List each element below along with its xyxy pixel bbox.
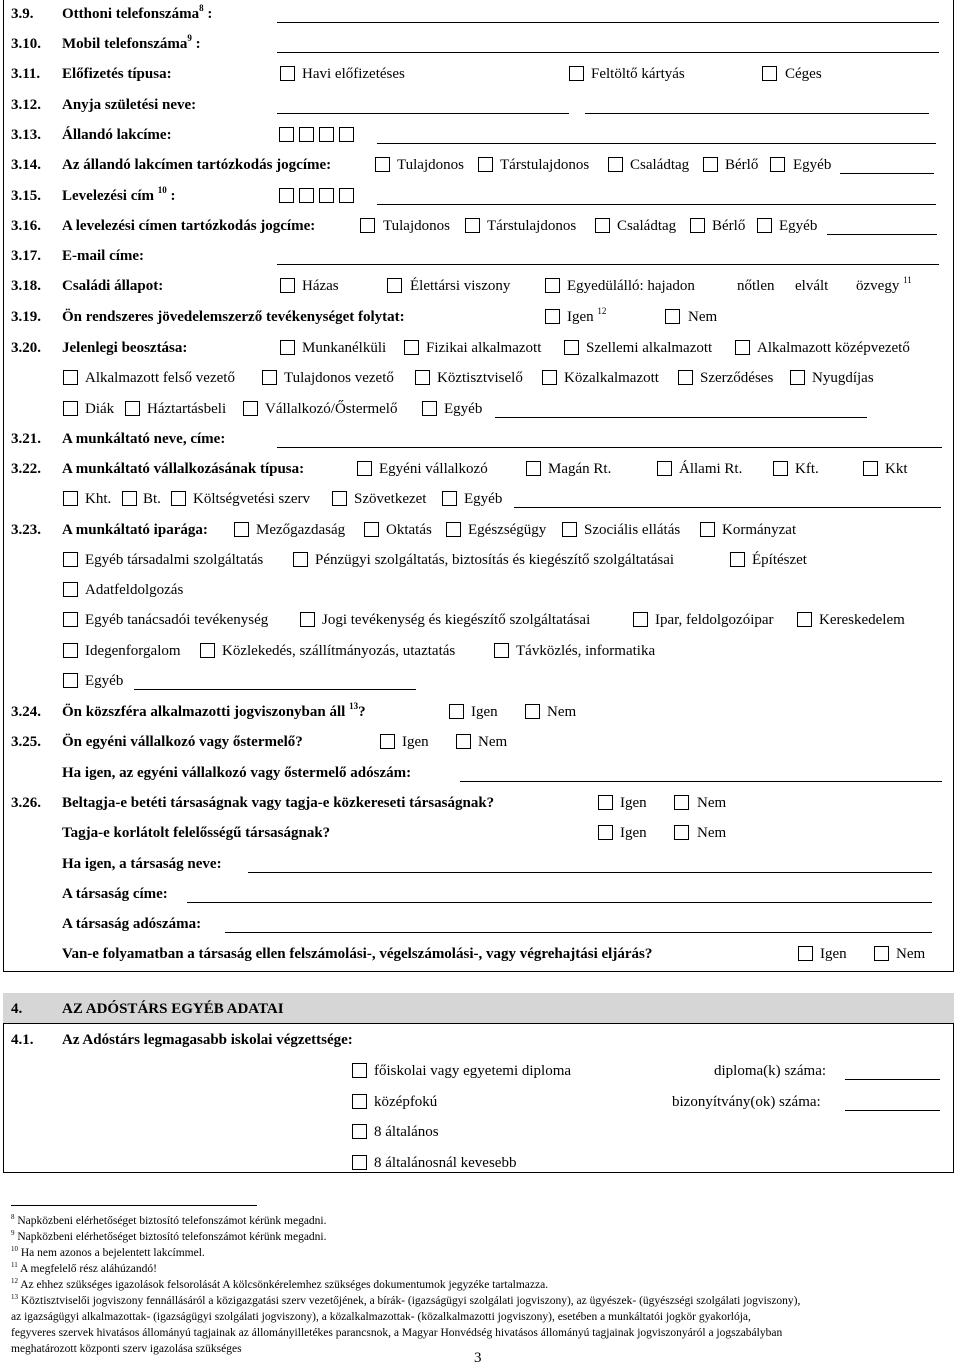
company-address-field[interactable]	[187, 902, 932, 903]
option-label: Egyéb	[85, 673, 124, 689]
checkbox-tenant[interactable]	[690, 218, 705, 233]
checkbox-kht[interactable]	[63, 491, 78, 506]
option-label: Nem	[697, 825, 727, 841]
position-label: Jelenlegi beosztása:	[62, 340, 188, 356]
row-employer-type	[0, 458, 960, 480]
checkbox-no[interactable]	[665, 309, 680, 324]
row-liquidation	[0, 943, 960, 965]
checkbox-industry[interactable]	[633, 612, 648, 627]
other-field[interactable]	[840, 173, 934, 174]
row-number: 3.11.	[11, 66, 41, 82]
option-label: Fizikai alkalmazott	[426, 340, 542, 356]
checkbox-manual-worker[interactable]	[404, 340, 419, 355]
footnote-continuation: fegyveres szervek hivatásos állományú tagjainak az állományilletékes parancsnok, a Magyar Honvédség hivatásos állományú tagjainak jogviszonyáról a jogszabályban	[11, 1327, 783, 1339]
checkbox-consulting[interactable]	[63, 612, 78, 627]
option-label: Egyéb tanácsadói tevékenység	[85, 612, 269, 628]
checkbox-tenant[interactable]	[703, 157, 718, 172]
option-label: Nyugdíjas	[812, 370, 874, 386]
option-label: Kereskedelem	[819, 612, 905, 628]
other-field[interactable]	[134, 689, 416, 690]
option-label: Nem	[896, 946, 926, 962]
option-label: Közalkalmazott	[564, 370, 659, 386]
option-label: Kht.	[85, 491, 112, 507]
footnote: $^{11}$ A megfelelő rész aláhúzandó!	[11, 1261, 157, 1275]
row-email	[0, 245, 960, 267]
checkbox-no[interactable]	[525, 704, 540, 719]
row-number: 3.24.	[11, 704, 41, 720]
zip-box[interactable]	[319, 188, 334, 203]
row-number: 3.15.	[11, 188, 41, 204]
zip-box[interactable]	[339, 188, 354, 203]
employer-name-label: A munkáltató neve, címe:	[62, 431, 226, 447]
option-label: Alkalmazott középvezető	[757, 340, 910, 356]
option-label: Oktatás	[386, 522, 432, 538]
option-label: Igen	[620, 825, 647, 841]
zip-box[interactable]	[339, 127, 354, 142]
diploma-number-field[interactable]	[845, 1079, 940, 1080]
option-label: Szerződéses	[700, 370, 774, 386]
section-number: 4.	[11, 1001, 23, 1017]
partnership-member-label: Beltagja-e betéti társaságnak vagy tagja-e közkereseti társaságnak?	[62, 795, 495, 811]
checkbox-social-care[interactable]	[562, 522, 577, 537]
row-employer-name	[0, 428, 960, 450]
option-label: Idegenforgalom	[85, 643, 181, 659]
row-tax-number	[0, 762, 960, 784]
checkbox-pensioner[interactable]	[790, 370, 805, 385]
option-label: Nem	[697, 795, 727, 811]
row-mailing-residence-title	[0, 215, 960, 237]
checkbox-other[interactable]	[770, 157, 785, 172]
option-label: Adatfeldolgozás	[85, 582, 184, 598]
checkbox-no[interactable]	[874, 946, 889, 961]
row-education-primary	[0, 1121, 960, 1143]
option-label: Tulajdonos vezető	[284, 370, 394, 386]
permanent-address-label: Állandó lakcíme:	[62, 127, 172, 143]
row-number: 3.16.	[11, 218, 41, 234]
option-label: Igen	[820, 946, 847, 962]
education-label: Az Adóstárs legmagasabb iskolai végzettsége:	[62, 1032, 353, 1048]
row-education	[0, 1029, 960, 1051]
option-label: Élettársi viszony	[410, 278, 511, 294]
industry-label: A munkáltató iparága:	[62, 522, 208, 538]
checkbox-sole-proprietor[interactable]	[357, 461, 372, 476]
checkbox-budget-org[interactable]	[171, 491, 186, 506]
row-number: 3.20.	[11, 340, 41, 356]
checkbox-yes[interactable]	[598, 825, 613, 840]
row-industry-5	[0, 640, 960, 662]
section-4-title-row	[0, 998, 960, 1020]
row-number: 3.17.	[11, 248, 41, 264]
checkbox-bt[interactable]	[122, 491, 137, 506]
option-label: Egyéb	[464, 491, 503, 507]
option-label: Háztartásbeli	[147, 401, 227, 417]
checkbox-secondary[interactable]	[352, 1094, 367, 1109]
option-label: Kormányzat	[722, 522, 797, 538]
option-label: Igen $^{12}$	[567, 306, 607, 325]
checkbox-private-company[interactable]	[526, 461, 541, 476]
row-industry-2	[0, 549, 960, 571]
checkbox-yes[interactable]	[449, 704, 464, 719]
option-label: Igen	[620, 795, 647, 811]
option-label: özvegy $^{11}$	[856, 275, 912, 294]
option-label: Vállalkozó/Őstermelő	[265, 401, 398, 417]
row-number: 4.1.	[11, 1032, 34, 1048]
residence-title-label: Az állandó lakcímen tartózkodás jogcíme:	[62, 157, 332, 173]
footnote: $^{12}$ Az ehhez szükséges igazolások felsorolását A kölcsönkérelemhez szükséges dokumentumok jegyzéke tartalmazza.	[11, 1277, 549, 1291]
row-position	[0, 337, 960, 359]
checkbox-education[interactable]	[364, 522, 379, 537]
option-label: Egészségügy	[468, 522, 547, 538]
option-label: Közlekedés, szállítmányozás, utaztatás	[222, 643, 456, 659]
option-label: Építészet	[752, 552, 807, 568]
checkbox-owner-manager[interactable]	[262, 370, 277, 385]
checkbox-contractual[interactable]	[678, 370, 693, 385]
certificate-number-field[interactable]	[845, 1110, 940, 1111]
company-name-field[interactable]	[248, 872, 932, 873]
option-label: középfokú	[374, 1094, 438, 1110]
row-position-3	[0, 398, 960, 420]
option-label: Jogi tevékenység és kiegészítő szolgáltatásai	[322, 612, 591, 628]
option-label: Szociális ellátás	[584, 522, 681, 538]
mobile-phone-label: Mobil telefonszáma$^9$ :	[62, 33, 201, 52]
option-label: Alkalmazott felső vezető	[85, 370, 235, 386]
mother-name-field-1[interactable]	[277, 113, 569, 114]
public-sector-label: Ön közszféra alkalmazotti jogviszonyban áll $^{13}$?	[62, 701, 366, 720]
other-field[interactable]	[495, 417, 867, 418]
option-label: Egyéb	[779, 218, 818, 234]
checkbox-legal[interactable]	[300, 612, 315, 627]
option-label: Kkt	[885, 461, 908, 477]
option-label: Szövetkezet	[354, 491, 427, 507]
row-permanent-residence-title	[0, 154, 960, 176]
regular-income-label: Ön rendszeres jövedelemszerző tevékenységet folytat:	[62, 309, 405, 325]
tax-number-field[interactable]	[460, 781, 942, 782]
section-title: AZ ADÓSTÁRS EGYÉB ADATAI	[62, 1001, 284, 1017]
checkbox-homemaker[interactable]	[125, 401, 140, 416]
option-label: Feltöltő kártyás	[591, 66, 685, 82]
row-number: 3.14.	[11, 157, 41, 173]
row-education-less-than-primary	[0, 1152, 960, 1174]
other-field[interactable]	[827, 234, 937, 235]
option-label: Egyéb társadalmi szolgáltatás	[85, 552, 264, 568]
checkbox-financial-service[interactable]	[293, 552, 308, 567]
llc-member-label: Tagja-e korlátolt felelősségű társaságnak?	[62, 825, 331, 841]
row-number: 3.19.	[11, 309, 41, 325]
checkbox-business[interactable]	[762, 66, 777, 81]
option-label: Tulajdonos	[383, 218, 450, 234]
checkbox-yes[interactable]	[545, 309, 560, 324]
row-home-phone	[0, 3, 960, 25]
row-permanent-address	[0, 124, 960, 146]
option-label: Kft.	[795, 461, 819, 477]
option-label: Igen	[402, 734, 429, 750]
checkbox-monthly[interactable]	[280, 66, 295, 81]
checkbox-student[interactable]	[63, 401, 78, 416]
option-label: Társtulajdonos	[487, 218, 577, 234]
other-field[interactable]	[514, 507, 941, 508]
option-label: Bérlő	[725, 157, 759, 173]
page-number: 3	[474, 1350, 482, 1366]
employer-name-field[interactable]	[277, 447, 942, 448]
certificate-number-label: bizonyítvány(ok) száma:	[672, 1094, 821, 1110]
row-number: 3.25.	[11, 734, 41, 750]
company-address-label: A társaság címe:	[62, 886, 168, 902]
row-mobile-phone	[0, 33, 960, 55]
checkbox-transport[interactable]	[200, 643, 215, 658]
mobile-phone-field[interactable]	[277, 52, 939, 53]
checkbox-no[interactable]	[674, 795, 689, 810]
option-label: 8 általános	[374, 1124, 439, 1140]
option-label: Egyéb	[444, 401, 483, 417]
row-industry-3	[0, 579, 960, 601]
checkbox-other[interactable]	[757, 218, 772, 233]
checkbox-yes[interactable]	[798, 946, 813, 961]
checkbox-family-member[interactable]	[608, 157, 623, 172]
option-label: Magán Rt.	[548, 461, 612, 477]
checkbox-commerce[interactable]	[797, 612, 812, 627]
row-public-sector	[0, 701, 960, 723]
option-label: Tulajdonos	[397, 157, 464, 173]
checkbox-data-processing[interactable]	[63, 582, 78, 597]
diploma-number-label: diploma(k) száma:	[714, 1063, 827, 1079]
row-sole-trader	[0, 731, 960, 753]
row-position-2	[0, 367, 960, 389]
checkbox-unemployed[interactable]	[280, 340, 295, 355]
checkbox-other[interactable]	[63, 673, 78, 688]
option-label: Szellemi alkalmazott	[586, 340, 713, 356]
permanent-address-field[interactable]	[377, 143, 936, 144]
row-subscription-type	[0, 63, 960, 85]
checkbox-married[interactable]	[280, 278, 295, 293]
option-label: 8 általánosnál kevesebb	[374, 1155, 517, 1171]
checkbox-white-collar[interactable]	[564, 340, 579, 355]
mailing-address-field[interactable]	[377, 204, 936, 205]
option-label: Távközlés, informatika	[516, 643, 656, 659]
row-industry	[0, 519, 960, 541]
checkbox-single[interactable]	[545, 278, 560, 293]
checkbox-degree[interactable]	[352, 1063, 367, 1078]
footnote: $^8$ Napközbeni elérhetőséget biztosító telefonszámot kérünk megadni.	[11, 1213, 327, 1227]
checkbox-partnership[interactable]	[387, 278, 402, 293]
option-label: Köztisztviselő	[437, 370, 523, 386]
option-label: főiskolai vagy egyetemi diploma	[374, 1063, 572, 1079]
zip-box[interactable]	[279, 127, 294, 142]
checkbox-other[interactable]	[422, 401, 437, 416]
mother-name-field-2[interactable]	[585, 113, 929, 114]
home-phone-field[interactable]	[277, 22, 939, 23]
footnote-continuation: meghatározott központi szerv igazolása szükséges	[11, 1343, 242, 1355]
row-number: 3.12.	[11, 97, 41, 113]
footnote: $^{10}$ Ha nem azonos a bejelentett lakcímmel.	[11, 1245, 205, 1259]
row-employer-type-2	[0, 488, 960, 510]
footnote-separator	[11, 1205, 257, 1206]
checkbox-other-social-service[interactable]	[63, 552, 78, 567]
checkbox-cooperative[interactable]	[332, 491, 347, 506]
row-industry-4	[0, 609, 960, 631]
company-tax-number-label: A társaság adószáma:	[62, 916, 202, 932]
row-number: 3.26.	[11, 795, 41, 811]
sole-trader-label: Ön egyéni vállalkozó vagy őstermelő?	[62, 734, 303, 750]
checkbox-coowner[interactable]	[465, 218, 480, 233]
option-label: Havi előfizetéses	[302, 66, 405, 82]
option-label: Nem	[478, 734, 508, 750]
checkbox-no[interactable]	[456, 734, 471, 749]
email-label: E-mail címe:	[62, 248, 145, 264]
checkbox-public-employee[interactable]	[542, 370, 557, 385]
zip-box[interactable]	[279, 188, 294, 203]
option-label: Egyedülálló: hajadon	[567, 278, 695, 294]
option-label: Bérlő	[712, 218, 746, 234]
row-number: 3.22.	[11, 461, 41, 477]
checkbox-other[interactable]	[442, 491, 457, 506]
marital-status-label: Családi állapot:	[62, 278, 164, 294]
row-company-address	[0, 883, 960, 905]
checkbox-coowner[interactable]	[478, 157, 493, 172]
row-marital-status	[0, 275, 960, 297]
option-label: Munkanélküli	[302, 340, 387, 356]
option-label: Bt.	[143, 491, 161, 507]
checkbox-healthcare[interactable]	[446, 522, 461, 537]
option-label: Egyéb	[793, 157, 832, 173]
row-number: 3.13.	[11, 127, 41, 143]
row-company-name	[0, 853, 960, 875]
row-number: 3.9.	[11, 6, 34, 22]
checkbox-middle-manager[interactable]	[735, 340, 750, 355]
option-label: Igen	[471, 704, 498, 720]
checkbox-yes[interactable]	[598, 795, 613, 810]
footnote-continuation: az igazságügyi alkalmazottak- (igazságügyi szolgálati jogviszony), a közalkalmazottak- (közalkalmazotti jogviszony), esetében a munkáltatói jogkör gyakorlója,	[11, 1311, 751, 1323]
checkbox-tourism[interactable]	[63, 643, 78, 658]
employer-type-label: A munkáltató vállalkozásának típusa:	[62, 461, 305, 477]
option-label: elvált	[795, 278, 829, 294]
mailing-address-label: Levelezési cím $^{10}$ :	[62, 185, 176, 204]
zip-box[interactable]	[299, 188, 314, 203]
zip-box[interactable]	[299, 127, 314, 142]
row-llc-member	[0, 822, 960, 844]
checkbox-state-company[interactable]	[657, 461, 672, 476]
checkbox-kkt[interactable]	[863, 461, 878, 476]
option-label: Egyéni vállalkozó	[379, 461, 488, 477]
row-mother-name	[0, 94, 960, 116]
checkbox-prepaid[interactable]	[569, 66, 584, 81]
checkbox-senior-manager[interactable]	[63, 370, 78, 385]
row-industry-6	[0, 670, 960, 692]
checkbox-civil-servant[interactable]	[415, 370, 430, 385]
home-phone-label: Otthoni telefonszáma$^8$ :	[62, 3, 213, 22]
mother-name-label: Anyja születési neve:	[62, 97, 197, 113]
option-label: Diák	[85, 401, 115, 417]
option-label: Nem	[688, 309, 718, 325]
checkbox-owner[interactable]	[360, 218, 375, 233]
email-field[interactable]	[277, 264, 939, 265]
option-label: Családtag	[617, 218, 677, 234]
row-regular-income	[0, 306, 960, 328]
checkbox-owner[interactable]	[375, 157, 390, 172]
checkbox-kft[interactable]	[773, 461, 788, 476]
option-label: nőtlen	[737, 278, 775, 294]
option-label: Pénzügyi szolgáltatás, biztosítás és kiegészítő szolgáltatásai	[315, 552, 675, 568]
checkbox-telecom-it[interactable]	[494, 643, 509, 658]
footnote: $^9$ Napközbeni elérhetőséget biztosító telefonszámot kérünk megadni.	[11, 1229, 327, 1243]
checkbox-family-member[interactable]	[595, 218, 610, 233]
checkbox-agriculture[interactable]	[234, 522, 249, 537]
checkbox-less-than-primary[interactable]	[352, 1155, 367, 1170]
row-company-tax-number	[0, 913, 960, 935]
row-number: 3.18.	[11, 278, 41, 294]
checkbox-construction[interactable]	[730, 552, 745, 567]
zip-box[interactable]	[319, 127, 334, 142]
checkbox-no[interactable]	[674, 825, 689, 840]
row-education-degree	[0, 1060, 960, 1082]
option-label: Nem	[547, 704, 577, 720]
row-number: 3.10.	[11, 36, 41, 52]
row-number: 3.21.	[11, 431, 41, 447]
option-label: Mezőgazdaság	[256, 522, 346, 538]
option-label: Állami Rt.	[679, 461, 743, 477]
row-partnership-member	[0, 792, 960, 814]
option-label: Költségvetési szerv	[193, 491, 311, 507]
footnote: $^{13}$ Köztisztviselői jogviszony fennállásáról a közigazgatási szerv vezetőjének, a bírák- (igazságügyi szolgálati jogviszony), az ügyészek- (ügyészségi szolgálati jogviszony),	[11, 1293, 801, 1307]
checkbox-primary[interactable]	[352, 1124, 367, 1139]
subscription-type-label: Előfizetés típusa:	[62, 66, 172, 82]
checkbox-entrepreneur-farmer[interactable]	[243, 401, 258, 416]
row-number: 3.23.	[11, 522, 41, 538]
tax-number-label: Ha igen, az egyéni vállalkozó vagy őstermelő adószám:	[62, 765, 412, 781]
checkbox-yes[interactable]	[380, 734, 395, 749]
checkbox-government[interactable]	[700, 522, 715, 537]
liquidation-label: Van-e folyamatban a társaság ellen felszámolási-, végelszámolási-, vagy végrehajtási eljárás?	[62, 946, 653, 962]
mailing-title-label: A levelezési címen tartózkodás jogcíme:	[62, 218, 316, 234]
option-label: Társtulajdonos	[500, 157, 590, 173]
row-mailing-address	[0, 185, 960, 207]
company-name-label: Ha igen, a társaság neve:	[62, 856, 222, 872]
option-label: Házas	[302, 278, 339, 294]
row-education-secondary	[0, 1091, 960, 1113]
option-label: Céges	[785, 66, 822, 82]
option-label: Ipar, feldolgozóipar	[655, 612, 774, 628]
company-tax-number-field[interactable]	[225, 932, 932, 933]
option-label: Családtag	[630, 157, 690, 173]
